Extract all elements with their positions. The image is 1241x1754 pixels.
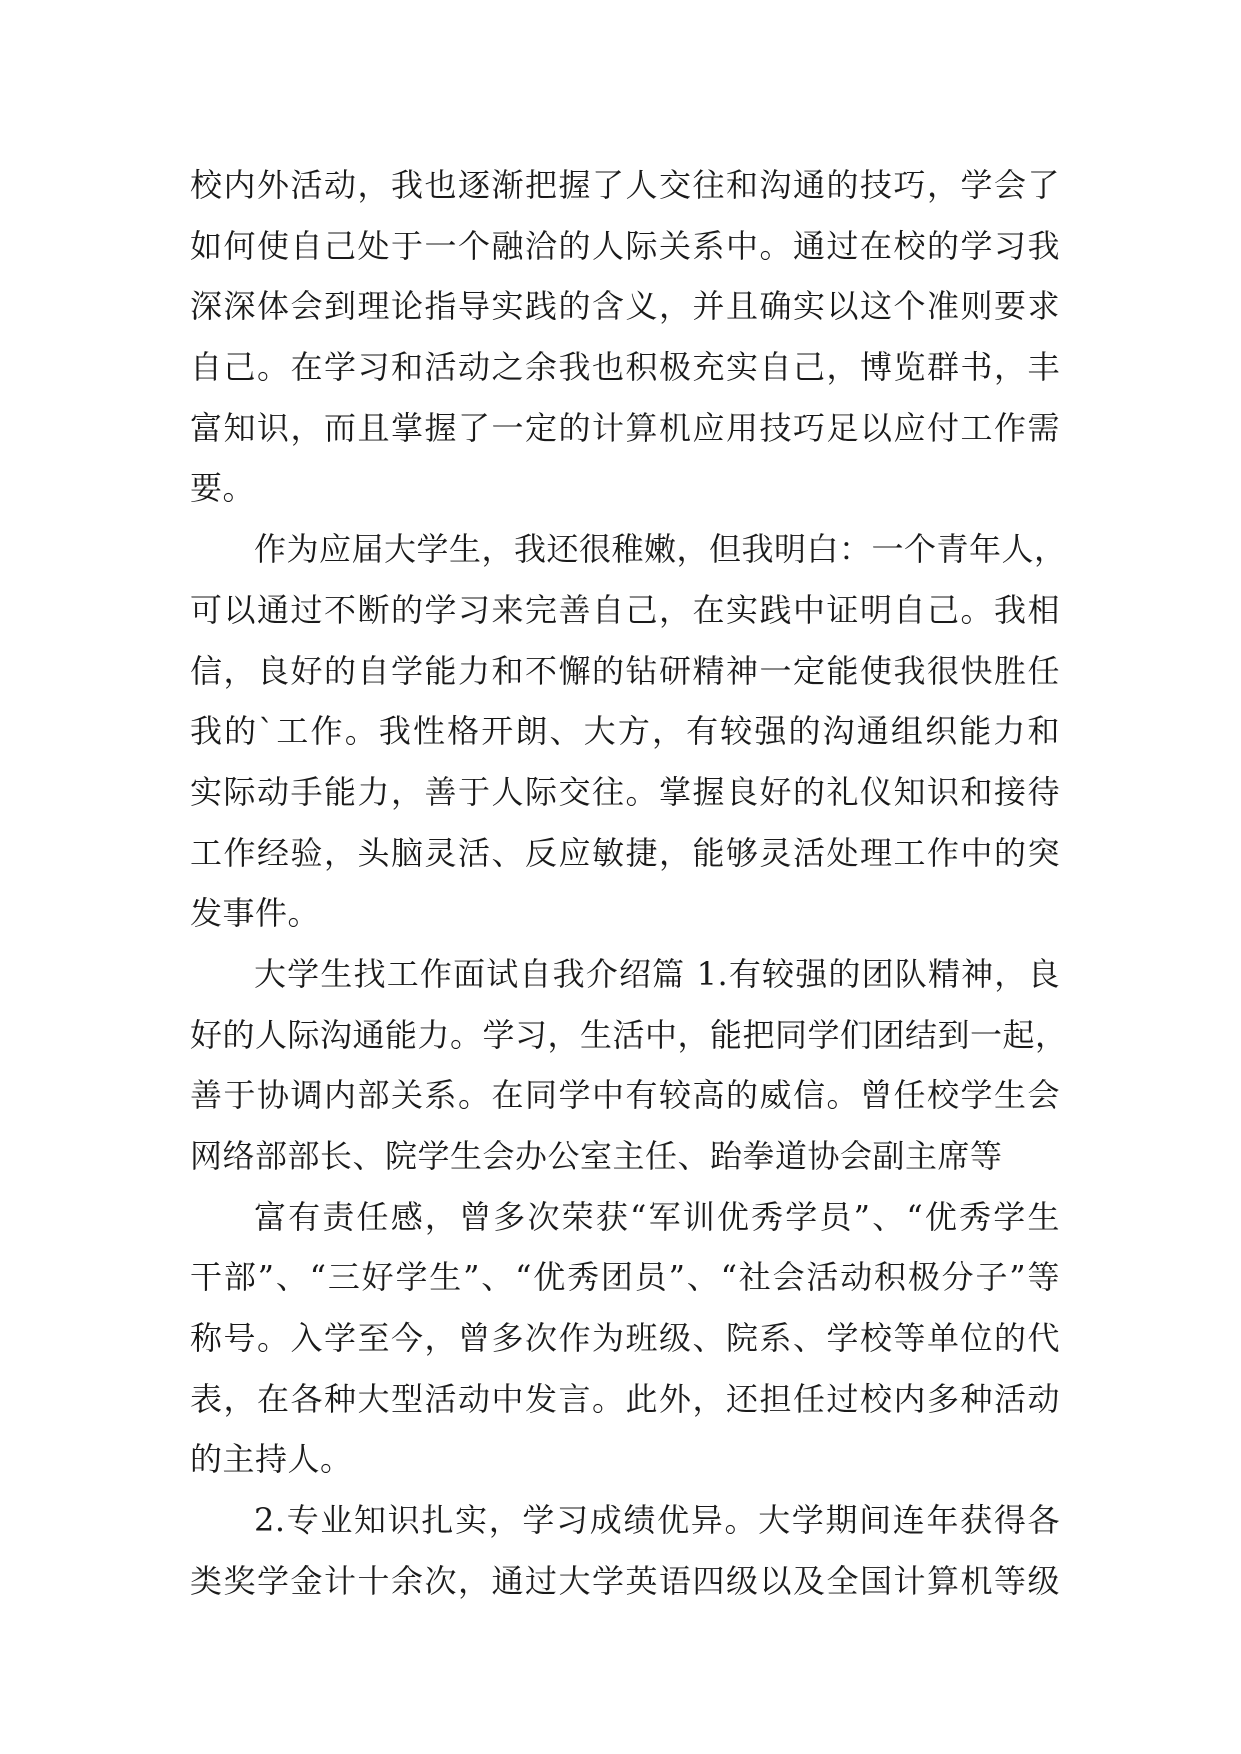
text-line: 富有责任感，曾多次荣获“军训优秀学员”、“优秀学生 <box>254 1197 1060 1236</box>
text-line: 发事件。 <box>190 894 321 933</box>
text-line: 称号。入学至今，曾多次作为班级、院系、学校等单位的代 <box>190 1319 1060 1358</box>
document-body <box>190 155 1068 1612</box>
text-line: 如何使自己处于一个融洽的人际关系中。通过在校的学习我 <box>190 226 1060 265</box>
text-line: 类奖学金计十余次，通过大学英语四级以及全国计算机等级 <box>190 1561 1060 1600</box>
text-line: 可以通过不断的学习来完善自己，在实践中证明自己。我相 <box>190 590 1060 629</box>
text-line: 富知识，而且掌握了一定的计算机应用技巧足以应付工作需 <box>190 408 1060 447</box>
text-line: 自己。在学习和活动之余我也积极充实自己，博览群书，丰 <box>190 348 1060 387</box>
text-line: 实际动手能力，善于人际交往。掌握良好的礼仪知识和接待 <box>190 772 1060 811</box>
text-line: 大学生找工作面试自我介绍篇 1.有较强的团队精神，良 <box>254 954 1060 993</box>
text-line: 网络部部长、院学生会办公室主任、跆拳道协会副主席等 <box>190 1137 1003 1175</box>
text-line: 深深体会到理论指导实践的含义，并且确实以这个准则要求 <box>190 287 1060 326</box>
text-line: 表，在各种大型活动中发言。此外，还担任过校内多种活动 <box>190 1379 1060 1418</box>
text-line: 校内外活动，我也逐渐把握了人交往和沟通的技巧，学会了 <box>190 166 1060 204</box>
text-line: 的主持人。 <box>190 1440 353 1479</box>
text-line: 工作经验，头脑灵活、反应敏捷，能够灵活处理工作中的突 <box>190 833 1060 872</box>
text-line: 我的`工作。我性格开朗、大方，有较强的沟通组织能力和 <box>190 712 1060 751</box>
text-line: 2.专业知识扎实，学习成绩优异。大学期间连年获得各 <box>254 1501 1060 1540</box>
text-line: 干部”、“三好学生”、“优秀团员”、“社会活动积极分子”等 <box>190 1258 1060 1297</box>
text-line: 好的人际沟通能力。学习，生活中，能把同学们团结到一起， <box>190 1015 1068 1054</box>
text-line: 作为应届大学生，我还很稚嫩，但我明白：一个青年人， <box>254 530 1067 569</box>
text-line: 善于协调内部关系。在同学中有较高的威信。曾任校学生会 <box>190 1076 1060 1115</box>
text-line: 信，良好的自学能力和不懈的钻研精神一定能使我很快胜任 <box>190 651 1060 690</box>
text-line: 要。 <box>190 469 256 508</box>
